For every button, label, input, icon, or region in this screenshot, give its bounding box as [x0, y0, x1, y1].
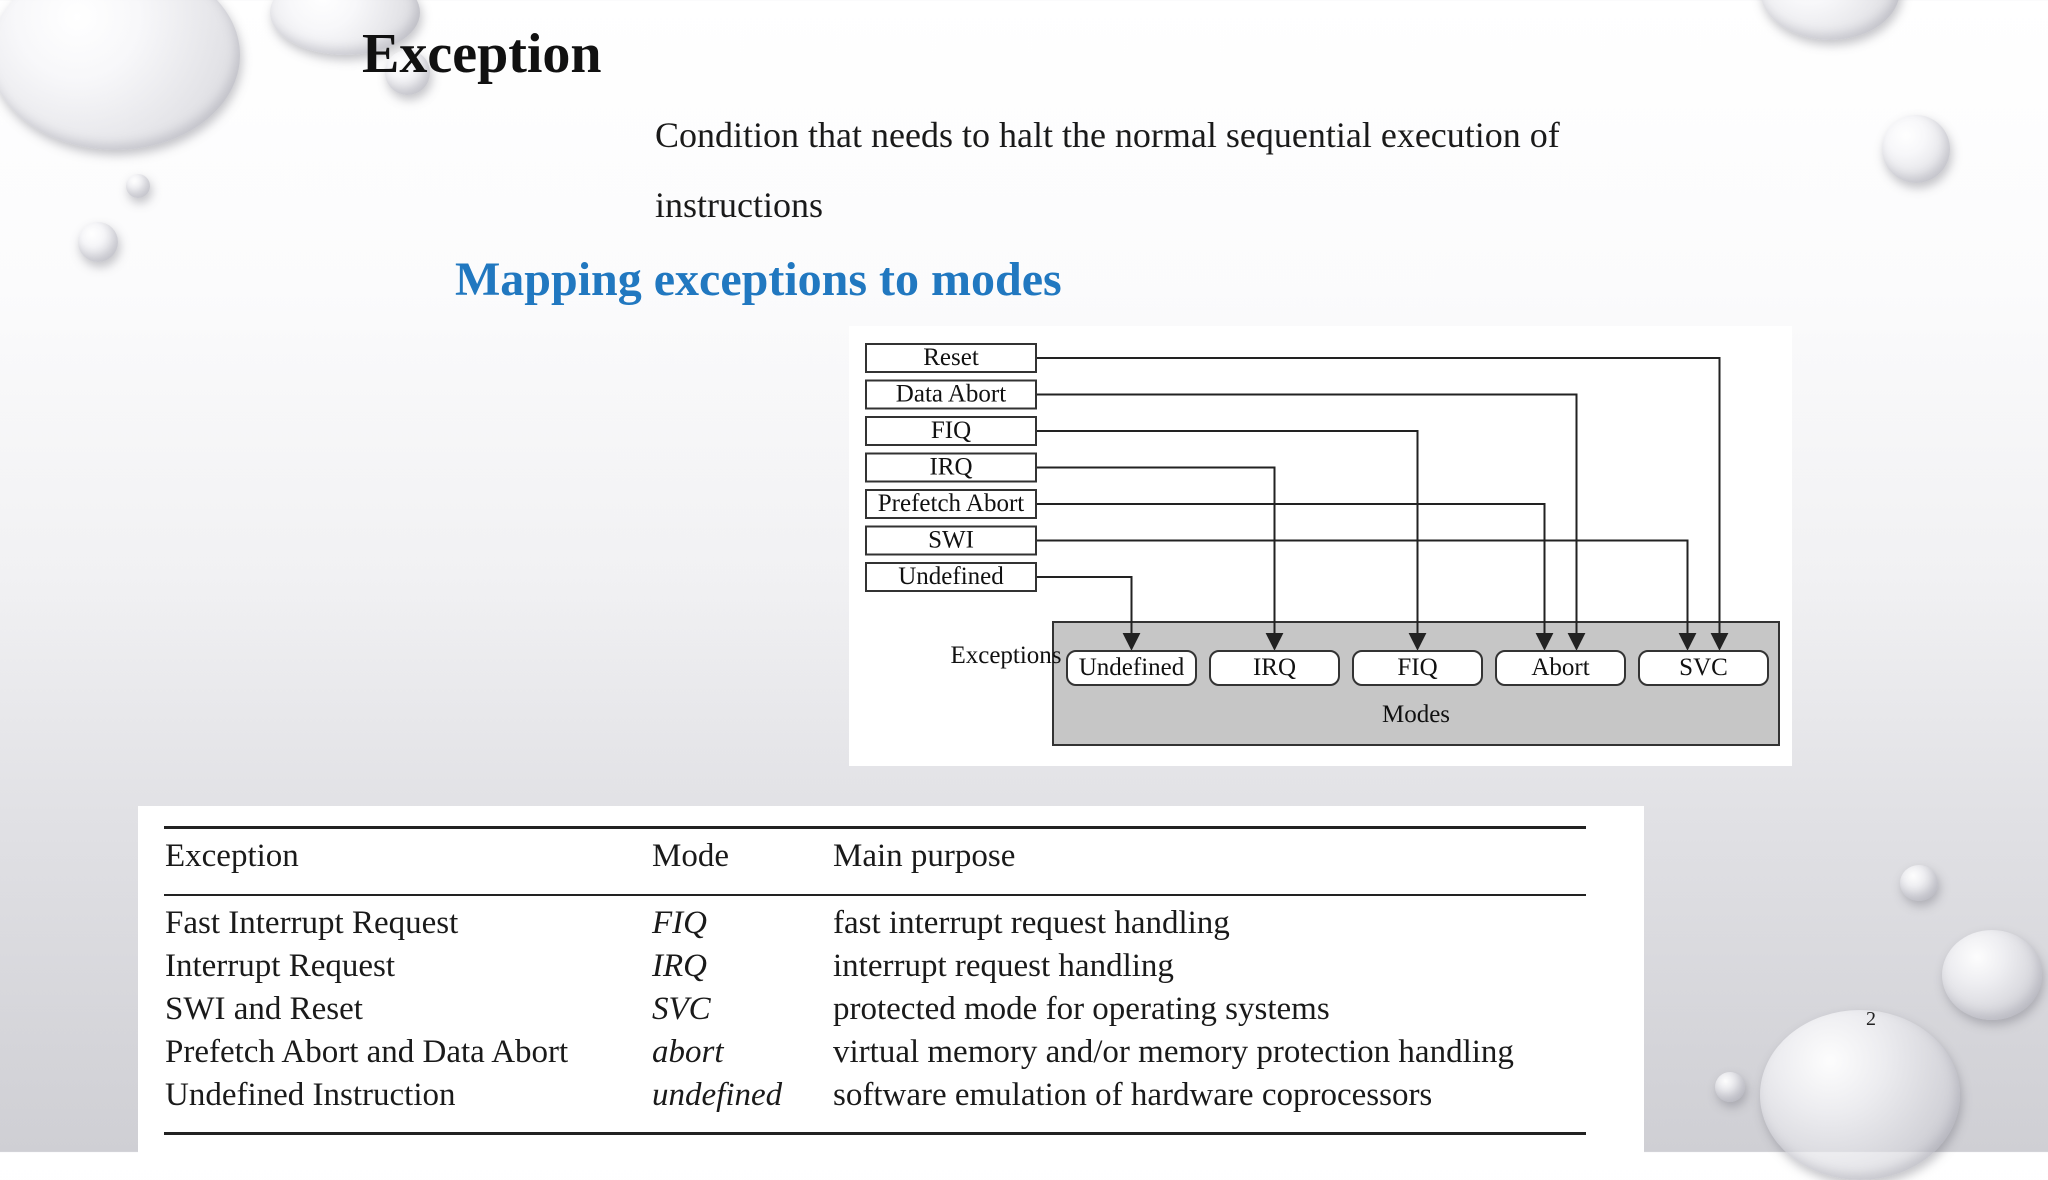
- exception-mode-table: [138, 806, 1644, 1166]
- exception-label: Undefined: [898, 563, 1004, 590]
- water-drop-decoration: [1882, 115, 1950, 183]
- table-top-rule: [164, 826, 1586, 829]
- water-drop-decoration: [1900, 865, 1938, 901]
- mode-box-undefined: [1067, 651, 1196, 685]
- slide-title: Exception: [362, 23, 602, 85]
- connector-arrow: [1036, 395, 1577, 650]
- mode-box-abort: [1496, 651, 1625, 685]
- section-subtitle: Mapping exceptions to modes: [455, 253, 1062, 306]
- row-purpose: protected mode for operating systems: [833, 991, 1330, 1027]
- row-purpose: interrupt request handling: [833, 948, 1174, 984]
- mode-label: Undefined: [1078, 654, 1185, 681]
- water-drop-decoration: [1760, 0, 1900, 40]
- exception-box-fiq: [866, 417, 1036, 445]
- row-mode: undefined: [652, 1077, 783, 1113]
- exception-box-data-abort: [866, 381, 1036, 409]
- exception-mode-diagram: [849, 326, 1792, 766]
- row-purpose: virtual memory and/or memory protection handling: [833, 1034, 1514, 1070]
- row-exception: Fast Interrupt Request: [165, 905, 459, 941]
- water-drop-decoration: [1715, 1072, 1745, 1102]
- exception-label: Prefetch Abort: [877, 490, 1025, 517]
- exception-label: SWI: [928, 526, 974, 554]
- mode-label: SVC: [1679, 654, 1728, 681]
- mode-box-svc: [1639, 651, 1768, 685]
- water-drop-decoration: [1760, 1010, 1960, 1180]
- page-number: 2: [1866, 1008, 1876, 1030]
- table-header-mode: Mode: [652, 838, 729, 874]
- diagram-canvas: [849, 326, 1792, 766]
- exception-box-undefined: [866, 563, 1036, 591]
- exception-box-prefetch-abort: [866, 490, 1036, 518]
- water-drop-decoration: [0, 0, 240, 150]
- row-purpose: software emulation of hardware coprocessors: [833, 1077, 1433, 1113]
- exception-definition: Condition that needs to halt the normal sequential execution of instructions: [655, 115, 1560, 225]
- mode-label: Abort: [1531, 654, 1590, 681]
- exception-label: Reset: [923, 344, 979, 371]
- table-header-purpose: Main purpose: [833, 838, 1016, 874]
- table-header-rule: [164, 894, 1586, 896]
- row-exception: SWI and Reset: [165, 991, 363, 1027]
- mode-label: IRQ: [1252, 654, 1297, 681]
- row-exception: Interrupt Request: [165, 948, 396, 984]
- row-exception: Undefined Instruction: [165, 1077, 456, 1113]
- row-mode: IRQ: [652, 948, 707, 984]
- exception-label: FIQ: [930, 417, 972, 444]
- exception-box-irq: [866, 454, 1036, 482]
- mode-box-irq: [1210, 651, 1339, 685]
- row-purpose: fast interrupt request handling: [833, 905, 1230, 941]
- exceptions-label: Exceptions: [950, 642, 1062, 669]
- water-drop-decoration: [1942, 930, 2042, 1020]
- table-header-exception: Exception: [165, 838, 299, 874]
- exception-box-reset: [866, 344, 1036, 372]
- row-mode: abort: [652, 1034, 724, 1070]
- mode-box-fiq: [1353, 651, 1482, 685]
- water-drop-decoration: [126, 174, 150, 198]
- exception-box-swi: [866, 527, 1036, 555]
- exception-label: Data Abort: [895, 380, 1007, 408]
- water-drop-decoration: [78, 222, 118, 262]
- exception-label: IRQ: [929, 453, 973, 481]
- modes-label: Modes: [1381, 701, 1451, 728]
- mode-label: FIQ: [1397, 654, 1438, 681]
- row-mode: FIQ: [652, 905, 707, 941]
- row-exception: Prefetch Abort and Data Abort: [165, 1034, 569, 1070]
- table-bottom-rule: [164, 1132, 1586, 1135]
- row-mode: SVC: [652, 991, 711, 1027]
